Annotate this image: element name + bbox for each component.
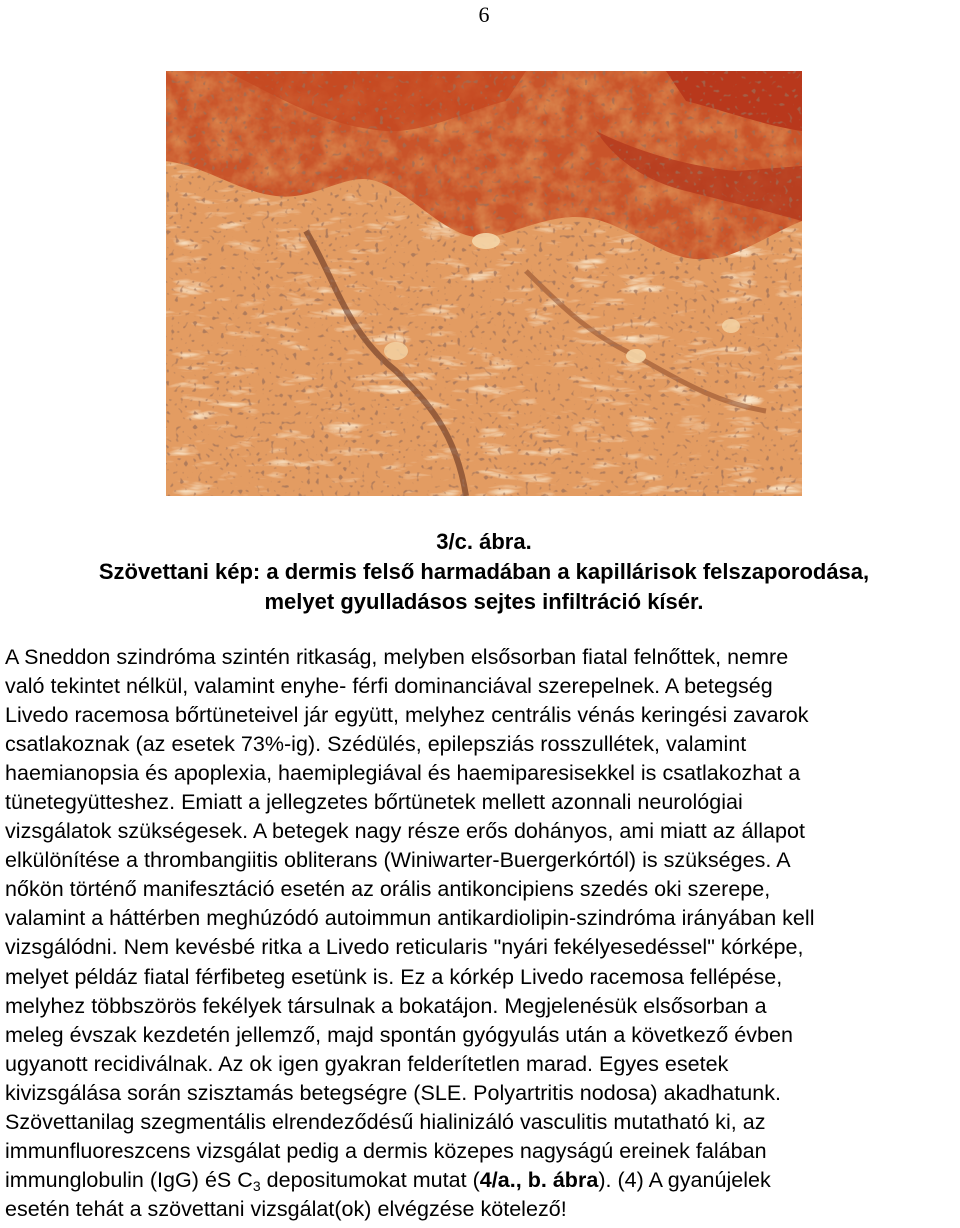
text-line: esetén tehát a szövettani vizsgálat(ok) elvégzése kötelező! bbox=[5, 1196, 567, 1221]
text-line: meleg évszak kezdetén jellemző, majd spontán gyógyulás után a következő évben bbox=[5, 1022, 793, 1047]
text-segment: immunglobulin (IgG) éS C bbox=[5, 1167, 253, 1192]
histology-image bbox=[166, 71, 802, 496]
text-segment: ). (4) A gyanújelek bbox=[598, 1167, 771, 1192]
text-line: kivizsgálása során szisztamás betegségre (SLE. Polyartritis nodosa) akadhatunk. bbox=[5, 1080, 781, 1105]
text-line: A Sneddon szindróma szintén ritkaság, melyben elsősorban fiatal felnőttek, nemre bbox=[5, 645, 789, 669]
text-line: Szövettanilag szegmentális elrendeződésű hialinizáló vasculitis mutatható ki, az bbox=[5, 1109, 766, 1134]
text-segment: depositumokat mutat ( bbox=[260, 1167, 480, 1192]
text-line: valamint a háttérben meghúzódó autoimmun antikardiolipin-szindróma irányában kell bbox=[5, 906, 815, 931]
text-line: Livedo racemosa bőrtüneteivel jár együtt, melyhez centrális vénás keringési zavarok bbox=[5, 703, 809, 728]
figure-caption bbox=[0, 527, 960, 617]
text-line: immunfluoreszcens vizsgálat pedig a dermis közepes nagyságú ereinek falában bbox=[5, 1138, 767, 1163]
caption-line: melyet gyulladásos sejtes infiltráció kísér. bbox=[264, 589, 704, 614]
text-line: melyet példáz fiatal férfibeteg esetünk is. Ez a kórkép Livedo racemosa fellépése, bbox=[5, 964, 783, 989]
text-line: haemianopsia és apoplexia, haemiplegiával és haemiparesisekkel is csatlakozhat a bbox=[5, 761, 801, 786]
page-number: 6 bbox=[478, 2, 490, 27]
body-paragraph bbox=[5, 643, 960, 1224]
text-line: csatlakoznak (az esetek 73%-ig). Szédülés, epilepsziás rosszullétek, valamint bbox=[5, 732, 747, 757]
text-line: melyhez többszörös fekélyek társulnak a bokatájon. Megjelenésük elsősorban a bbox=[5, 993, 767, 1018]
text-line: ugyanott recidiválnak. Az ok igen gyakran felderítetlen marad. Egyes esetek bbox=[5, 1051, 729, 1076]
text-line bbox=[5, 1166, 960, 1195]
text-line: elkülönítése a thrombangiitis obliterans (Winiwarter-Buergerkórtól) is szükséges. A bbox=[5, 848, 791, 873]
caption-label: 3/c. ábra. bbox=[436, 529, 532, 554]
caption-line: Szövettani kép: a dermis felső harmadában a kapillárisok felszaporodása, bbox=[98, 559, 870, 584]
subscript: 3 bbox=[252, 1177, 261, 1194]
text-line: nőkön történő manifesztáció esetén az orális antikoncipiens szedés oki szerepe, bbox=[5, 877, 771, 902]
text-line: vizsgálatok szükségesek. A betegek nagy része erős dohányos, ami miatt az állapot bbox=[5, 819, 805, 844]
text-line: vizsgálódni. Nem kevésbé ritka a Livedo reticularis "nyári fekélyesedéssel" kórképe, bbox=[5, 935, 804, 960]
figure-reference: 4/a., b. ábra bbox=[479, 1167, 599, 1192]
text-line: tünetegyütteshez. Emiatt a jellegzetes bőrtünetek mellett azonnali neurológiai bbox=[5, 790, 743, 815]
text-line: való tekintet nélkül, valamint enyhe- férfi dominanciával szerepelnek. A betegség bbox=[5, 674, 773, 699]
